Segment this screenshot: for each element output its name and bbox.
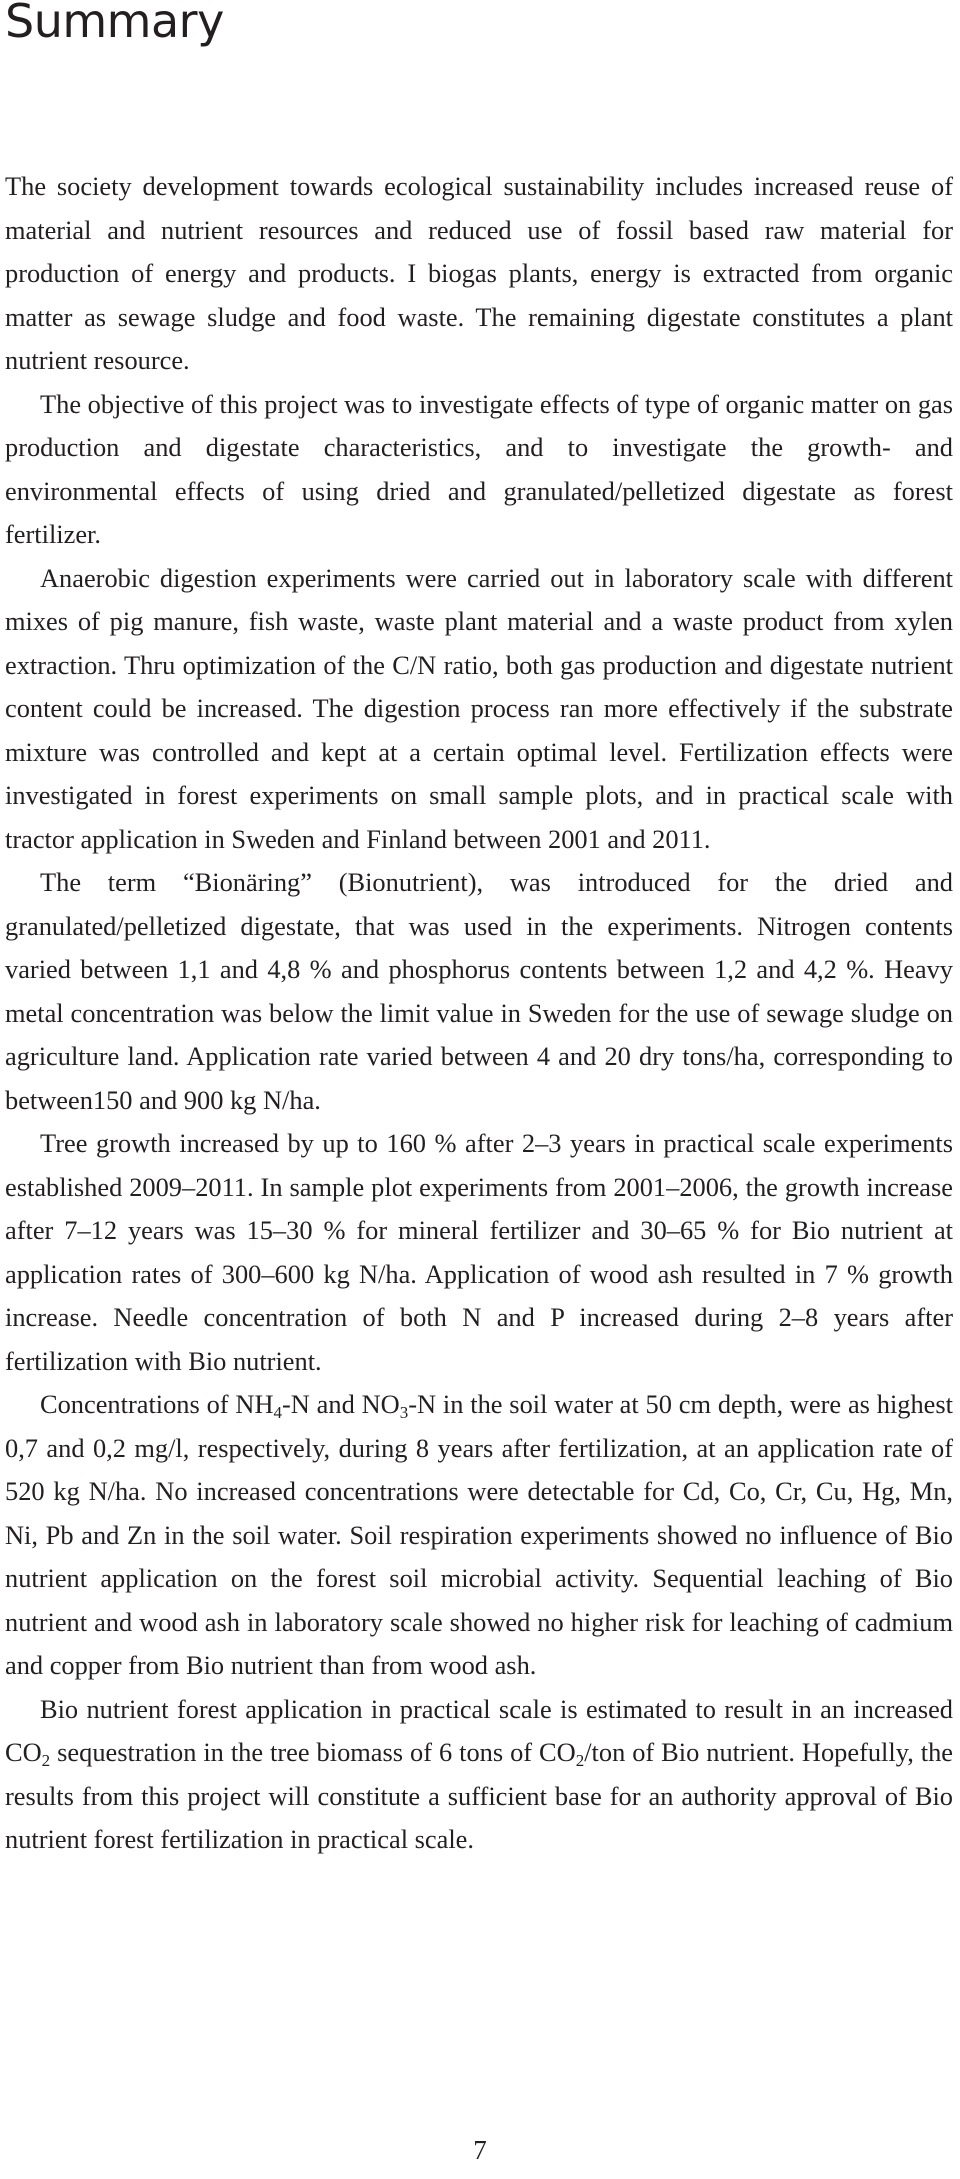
- text-segment: /ton of Bio nutrient. Hopefully, the results from this project will constitute a sufficient base for an authority approval of Bio nutrient forest fertilization in practical scale.: [5, 1737, 954, 1854]
- paragraph-co2-sequestration: [5, 1688, 953, 1862]
- text-segment: -N and NO: [282, 1389, 400, 1419]
- text-segment: sequestration in the tree biomass of 6 tons of CO: [50, 1737, 576, 1767]
- paragraph-tree-growth: Tree growth increased by up to 160 % after 2–3 years in practical scale experiments established 2009–2011. In sample plot experiments from 2001–2006, the growth increase after 7–12 years was 15–30 % for mineral fertilizer and 30–65 % for Bio nutrient at application rates of 300–600 kg N/ha. Application of wood ash resulted in 7 % growth increase. Needle concentration of both N and P increased during 2–8 years after fertilization with Bio nutrient.: [5, 1128, 953, 1376]
- subscript: 3: [399, 1403, 409, 1422]
- text-segment: -N in the soil water at 50 cm depth, were as highest 0,7 and 0,2 mg/l, respectively, during 8 years after fertilization, at an application rate of 520 kg N/ha. No increased concentrations were detectable for Cd, Co, Cr, Cu, Hg, Mn, Ni, Pb and Zn in the soil water. Soil respiration experiments showed no influence of Bio nutrient application on the forest soil microbial activity. Sequential leaching of Bio nutrient and wood ash in laboratory scale showed no higher risk for leaching of cadmium and copper from Bio nutrient than from wood ash.: [5, 1389, 953, 1680]
- summary-body: [5, 165, 953, 1862]
- page-number: 7: [473, 2135, 487, 2165]
- paragraph-objective: The objective of this project was to investigate effects of type of organic matter on gas production and digestate characteristics, and to investigate the growth- and environmental effects of using dried and granulated/pelletized digestate as forest fertilizer.: [5, 388, 953, 549]
- subscript: 2: [41, 1751, 51, 1770]
- paragraph-bionaring-term: The term “Bionäring” (Bionutrient), was introduced for the dried and granulated/pelletized digestate, that was used in the experiments. Nitrogen contents varied between 1,1 and 4,8 % and phosphorus contents between 1,2 and 4,2 %. Heavy metal concentration was below the limit value in Sweden for the use of sewage sludge on agriculture land. Application rate varied between 4 and 20 dry tons/ha, corresponding to between150 and 900 kg N/ha.: [5, 867, 953, 1115]
- paragraph-intro: The society development towards ecological sustainability includes increased reuse of material and nutrient resources and reduced use of fossil based raw material for production of energy and products. I biogas plants, energy is extracted from organic matter as sewage sludge and food waste. The remaining digestate constitutes a plant nutrient resource.: [5, 171, 953, 375]
- paragraph-anaerobic-digestion: Anaerobic digestion experiments were carried out in laboratory scale with different mixes of pig manure, fish waste, waste plant material and a waste product from xylen extraction. Thru optimization of the C/N ratio, both gas production and digestate nutrient content could be increased. The digestion process ran more effectively if the substrate mixture was controlled and kept at a certain optimal level. Fertilization effects were investigated in forest experiments on small sample plots, and in practical scale with tractor application in Sweden and Finland between 2001 and 2011.: [5, 562, 953, 854]
- paragraph-soil-water: [5, 1383, 953, 1688]
- text-segment: Bio nutrient forest application in practical scale is estimated to result in an increased CO: [5, 1693, 953, 1767]
- text-segment: Concentrations of NH: [40, 1389, 274, 1419]
- subscript: 2: [575, 1751, 585, 1770]
- page-title: Summary: [5, 0, 224, 48]
- subscript: 4: [273, 1403, 283, 1422]
